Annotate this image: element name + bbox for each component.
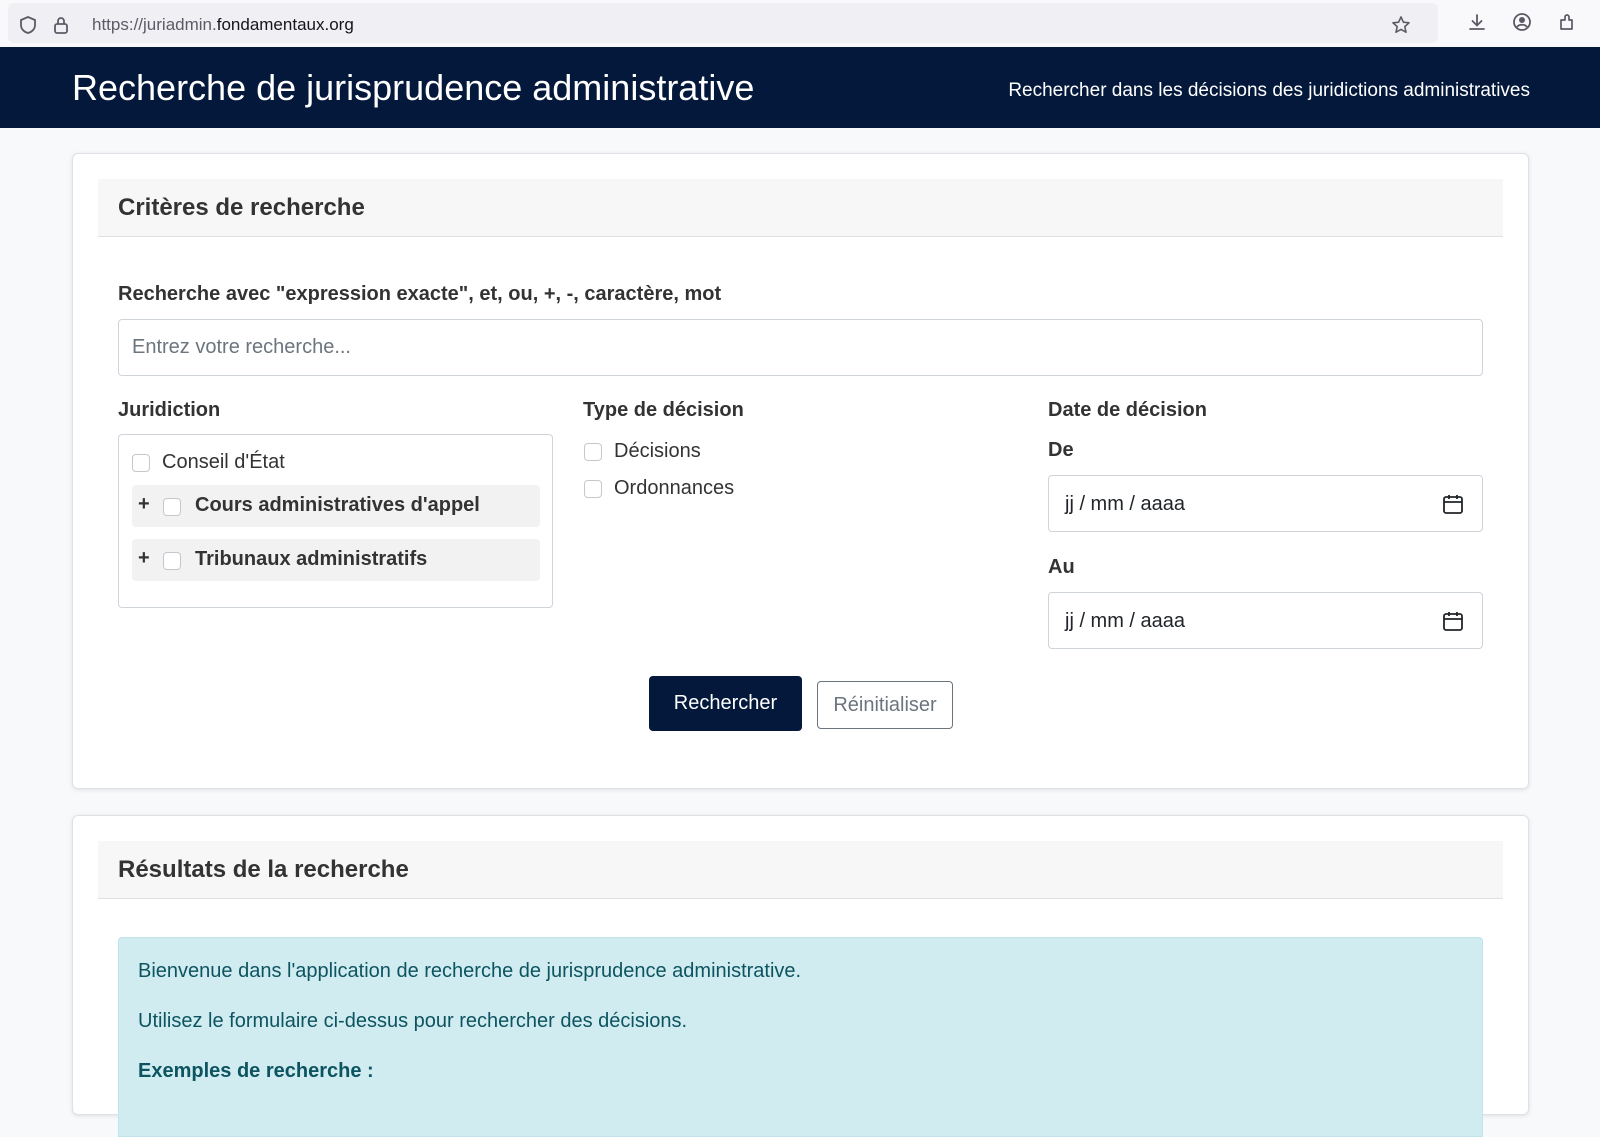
conseil-etat-checkbox[interactable] (132, 454, 150, 472)
search-label: Recherche avec "expression exacte", et, ou, +, -, caractère, mot (118, 283, 722, 305)
browser-toolbar (0, 0, 1600, 47)
welcome-text: Bienvenue dans l'application de recherche de jurisprudence administrative. (138, 960, 802, 982)
tribunaux-label[interactable]: Tribunaux administratifs (195, 548, 428, 570)
tribunaux-checkbox[interactable] (163, 552, 181, 570)
juridiction-list (118, 434, 553, 608)
juridiction-label: Juridiction (118, 399, 221, 421)
cours-appel-label[interactable]: Cours administratives d'appel (195, 494, 480, 516)
calendar-icon[interactable] (1442, 610, 1464, 632)
conseil-etat-label[interactable]: Conseil d'État (162, 451, 285, 473)
date-to-value[interactable]: jj / mm / aaaa (1065, 610, 1186, 632)
date-from-value[interactable]: jj / mm / aaaa (1065, 493, 1186, 515)
date-from-label: De (1048, 439, 1074, 461)
search-criteria-card (72, 153, 1529, 789)
criteria-title: Critères de recherche (118, 194, 365, 221)
results-card-header (98, 841, 1503, 899)
jur-group-tribunaux[interactable] (132, 539, 540, 581)
date-from-input[interactable] (1048, 475, 1483, 532)
date-to-label: Au (1048, 556, 1075, 578)
results-card (72, 815, 1529, 1115)
criteria-card-header (98, 179, 1503, 237)
ordonnances-label[interactable]: Ordonnances (614, 477, 735, 499)
account-icon[interactable] (1512, 12, 1532, 32)
calendar-icon[interactable] (1442, 493, 1464, 515)
decisions-label[interactable]: Décisions (614, 440, 701, 462)
date-to-input[interactable] (1048, 592, 1483, 649)
date-decision-label: Date de décision (1048, 399, 1207, 421)
decisions-checkbox[interactable] (584, 443, 602, 461)
instructions-text: Utilisez le formulaire ci-dessus pour rechercher des décisions. (138, 1010, 688, 1032)
examples-title: Exemples de recherche : (138, 1060, 374, 1082)
app-header (0, 47, 1600, 128)
download-icon[interactable] (1467, 12, 1487, 32)
search-button[interactable]: Rechercher (649, 676, 802, 731)
type-decision-label: Type de décision (583, 399, 744, 421)
app-subtitle: Rechercher dans les décisions des juridictions administratives (1008, 80, 1530, 101)
search-input[interactable] (118, 319, 1483, 376)
welcome-alert (118, 937, 1483, 1137)
expand-plus-icon[interactable]: + (138, 547, 150, 569)
url-text[interactable]: https://juriadmin.fondamentaux.org (92, 15, 354, 34)
results-title: Résultats de la recherche (118, 856, 409, 883)
expand-plus-icon[interactable]: + (138, 493, 150, 515)
shield-icon[interactable] (18, 15, 38, 35)
ordonnances-checkbox[interactable] (584, 480, 602, 498)
cours-appel-checkbox[interactable] (163, 498, 181, 516)
jur-group-cours-appel[interactable] (132, 485, 540, 527)
reset-button[interactable]: Réinitialiser (817, 681, 953, 729)
extensions-icon[interactable] (1557, 12, 1577, 32)
lock-icon[interactable] (51, 15, 71, 35)
star-icon[interactable] (1391, 15, 1411, 35)
app-title[interactable]: Recherche de jurisprudence administrative (72, 67, 755, 108)
address-bar[interactable] (8, 3, 1438, 43)
